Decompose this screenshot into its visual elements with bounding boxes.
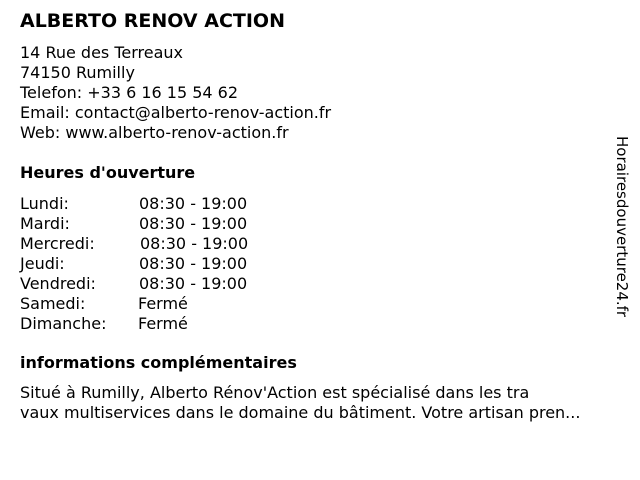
email-address: Email: contact@alberto-renov-action.fr: [20, 103, 332, 122]
info-description: [20, 383, 632, 423]
hours-row-monday: [20, 194, 280, 214]
day-hours: 08:30 - 19:00: [139, 254, 248, 273]
address-city: 74150 Rumilly: [20, 63, 135, 82]
watermark-text: Horairesdouverture24.fr: [613, 136, 631, 318]
hours-heading: Heures d'ouverture: [20, 163, 196, 182]
day-label: Mardi:: [20, 214, 70, 233]
hours-row-tuesday: [20, 214, 280, 234]
phone-number: Telefon: +33 6 16 15 54 62: [20, 83, 239, 102]
day-hours: 08:30 - 19:00: [140, 234, 249, 253]
address-street: 14 Rue des Terreaux: [20, 43, 184, 62]
info-line: vaux multiservices dans le domaine du bâtiment. Votre artisan pren...: [20, 403, 581, 422]
hours-table: [20, 194, 280, 334]
day-label: Lundi:: [20, 194, 69, 213]
day-hours: 08:30 - 19:00: [139, 214, 248, 233]
day-label: Jeudi:: [20, 254, 65, 273]
day-hours: 08:30 - 19:00: [139, 194, 248, 213]
day-hours: 08:30 - 19:00: [139, 274, 248, 293]
hours-row-thursday: [20, 254, 280, 274]
day-hours: Fermé: [138, 294, 188, 313]
day-label: Samedi:: [20, 294, 86, 313]
hours-row-wednesday: [20, 234, 280, 254]
day-label: Dimanche:: [20, 314, 107, 333]
day-hours: Fermé: [138, 314, 188, 333]
info-line: Situé à Rumilly, Alberto Rénov'Action est spécialisé dans les tra: [20, 383, 530, 402]
website-url: Web: www.alberto-renov-action.fr: [20, 123, 289, 142]
day-label: Mercredi:: [20, 234, 95, 253]
day-label: Vendredi:: [20, 274, 96, 293]
info-heading: informations complémentaires: [20, 353, 297, 372]
contact-block: [20, 43, 331, 143]
site-watermark: [610, 136, 634, 370]
hours-row-sunday: [20, 314, 280, 334]
business-name: ALBERTO RENOV ACTION: [20, 10, 285, 32]
hours-row-friday: [20, 274, 280, 294]
hours-row-saturday: [20, 294, 280, 314]
